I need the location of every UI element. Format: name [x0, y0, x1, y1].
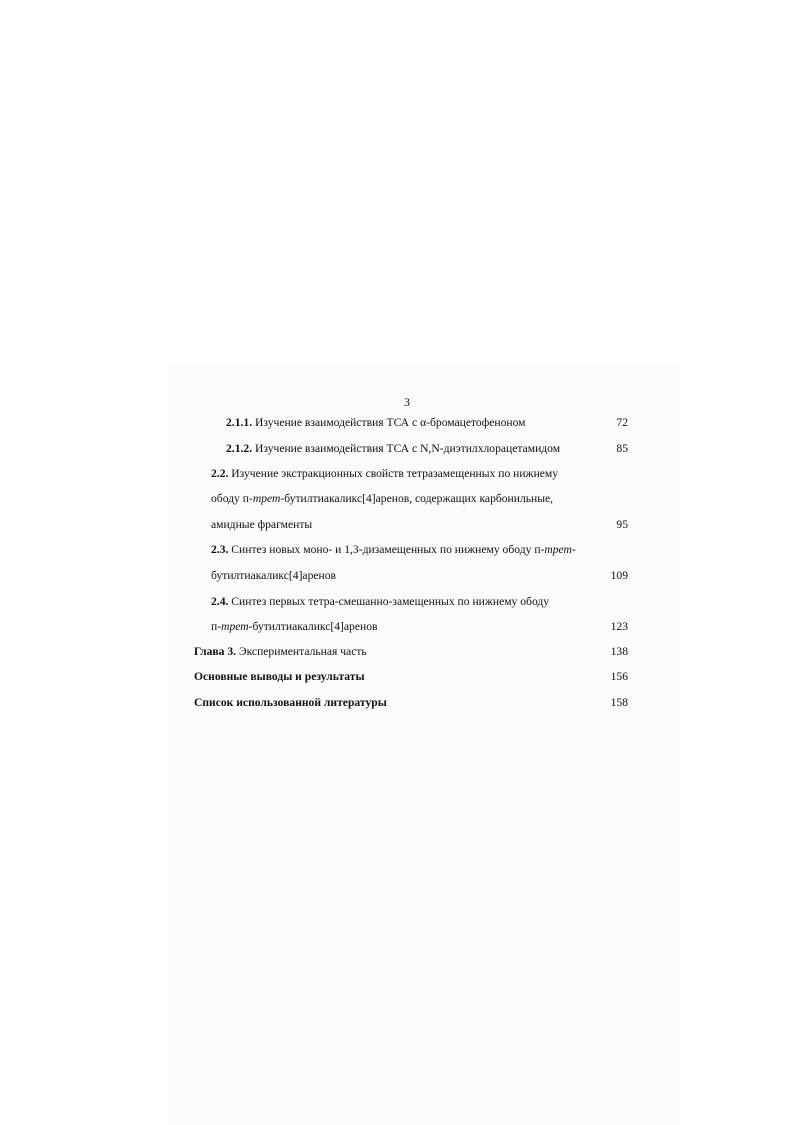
toc-entry-italic: трет: [544, 543, 572, 556]
toc-entry-number: 2.4.: [211, 595, 229, 608]
toc-entry-number: 2.2.: [211, 467, 229, 480]
toc-entry-title: Экспериментальная часть: [238, 645, 367, 658]
toc-entry-title: Изучение экстракционных свойств тетразамещенных по нижнему: [231, 467, 559, 480]
toc-entry-2-1-1: [226, 416, 526, 430]
toc-entry-2-2: [211, 467, 558, 481]
toc-entry-italic: трет: [221, 620, 249, 633]
toc-entry-2-2-line-3: [211, 518, 312, 532]
toc-page-number: 138: [610, 645, 628, 658]
toc-entry-2-3-line-2: [211, 569, 336, 583]
toc-entry-text: -бутилтиакаликс[4]аренов: [248, 620, 378, 633]
toc-entry-number: 2.1.1.: [226, 416, 253, 429]
toc-entry-references: [194, 696, 387, 710]
toc-page-number: 85: [616, 442, 628, 455]
toc-entry-text: ободу п-: [211, 492, 253, 505]
toc-page-number: 156: [610, 670, 628, 683]
toc-entry-title: Основные выводы и результаты: [194, 670, 365, 683]
toc-entry-number: 2.3.: [211, 543, 229, 556]
toc-entry-text: амидные фрагменты: [211, 518, 313, 531]
toc-entry-conclusions: [194, 670, 365, 684]
toc-entry-title: Изучение взаимодействия ТСА с N,N-диэтилхлорацетамидом: [255, 442, 561, 455]
toc-entry-number: 2.1.2.: [226, 442, 253, 455]
toc-entry-title: Синтез новых моно- и 1,3-дизамещенных по нижнему ободу п-: [231, 543, 545, 556]
toc-entry-number: Глава 3.: [194, 645, 237, 658]
toc-page-number: 158: [610, 696, 628, 709]
toc-page-number: 123: [610, 620, 628, 633]
toc-entry-text: -: [571, 543, 576, 556]
toc-entry-2-1-2: [226, 442, 560, 456]
toc-entry-title: Список использованной литературы: [194, 696, 387, 709]
toc-page-number: 109: [610, 569, 628, 582]
toc-entry-chapter-3: [194, 645, 367, 659]
toc-page-number: 95: [616, 518, 628, 531]
toc-entry-title: Синтез первых тетра-смешанно-замещенных по нижнему ободу: [231, 595, 550, 608]
toc-entry-text: п-: [211, 620, 222, 633]
page-number: 3: [404, 395, 410, 409]
toc-entry-2-3: [211, 543, 576, 557]
toc-entry-italic: трет: [252, 492, 281, 505]
toc-entry-text: бутилтиакаликс[4]аренов: [211, 569, 336, 582]
toc-page-number: 72: [616, 416, 628, 429]
toc-entry-title: Изучение взаимодействия ТСА с α-бромацетофеноном: [255, 416, 526, 429]
toc-entry-2-2-line-2: [211, 492, 553, 506]
toc-entry-2-4: [211, 595, 549, 609]
toc-entry-text: -бутилтиакаликс[4]аренов, содержащих карбонильные,: [280, 492, 554, 505]
toc-entry-2-4-line-2: [211, 620, 377, 634]
